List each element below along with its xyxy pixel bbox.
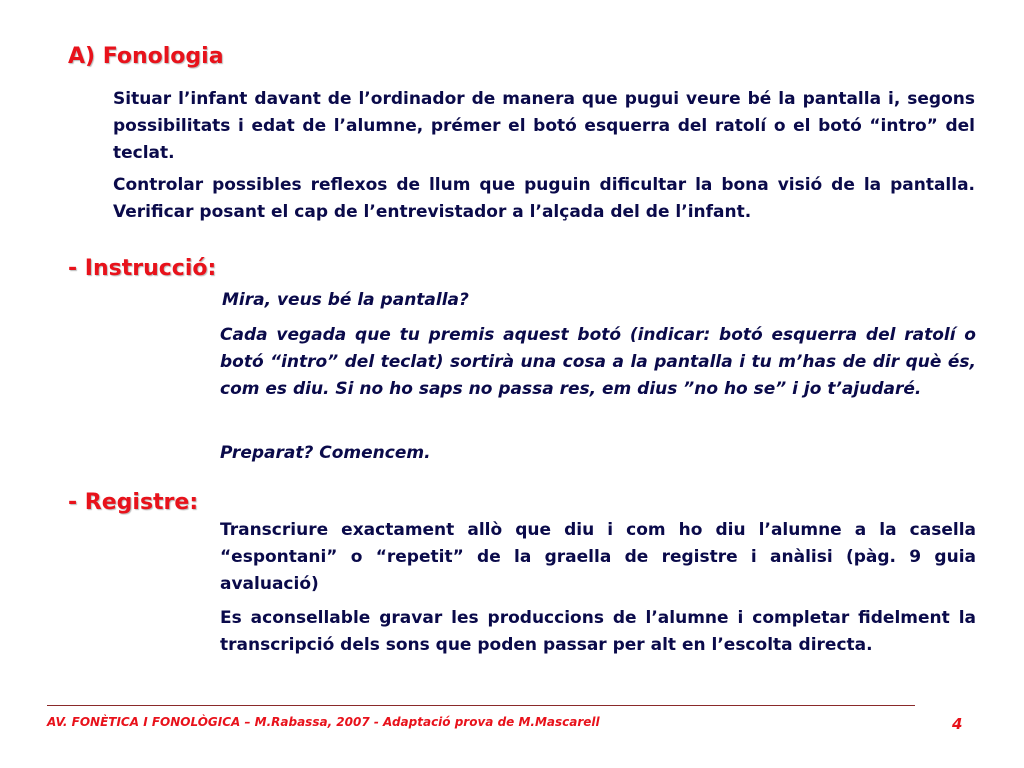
instruccio-paragraph-3: Preparat? Comencem.: [220, 443, 431, 463]
instruccio-paragraph-1: Mira, veus bé la pantalla?: [222, 290, 469, 310]
fonologia-paragraph-1: Situar l’infant davant de l’ordinador de manera que pugui veure bé la pantalla i, segons possibilitats i edat de l’alumne, prémer el botó esquerra del ratolí o el botó “intro” del teclat.: [113, 89, 975, 163]
section-title-fonologia: A) Fonologia: [68, 44, 224, 69]
footer-divider: [47, 705, 915, 706]
fonologia-paragraph-2: Controlar possibles reflexos de llum que puguin dificultar la bona visió de la pantalla. Verificar posant el cap de l’entrevistador a l’alçada del de l’infant.: [113, 175, 975, 222]
section-title-registre: - Registre:: [68, 490, 199, 515]
registre-paragraph-1: Transcriure exactament allò que diu i com ho diu l’alumne a la casella “espontani” o “repetit” de la graella de registre i anàlisi (pàg. 9 guia avaluació): [220, 520, 976, 594]
footer-credit: AV. FONÈTICA I FONOLÒGICA – M.Rabassa, 2007 - Adaptació prova de M.Mascarell: [47, 715, 600, 729]
page-number: 4: [952, 715, 963, 733]
instruccio-paragraph-2: Cada vegada que tu premis aquest botó (indicar: botó esquerra del ratolí o botó “intro” del teclat) sortirà una cosa a la pantalla i tu m’has de dir què és, com es diu. Si no ho saps no passa res, em dius ”no ho se” i jo t’ajudaré.: [220, 325, 976, 399]
registre-paragraph-2: Es aconsellable gravar les produccions de l’alumne i completar fidelment la transcripció dels sons que poden passar per alt en l’escolta directa.: [220, 608, 976, 655]
section-title-instruccio: - Instrucció:: [68, 256, 217, 281]
